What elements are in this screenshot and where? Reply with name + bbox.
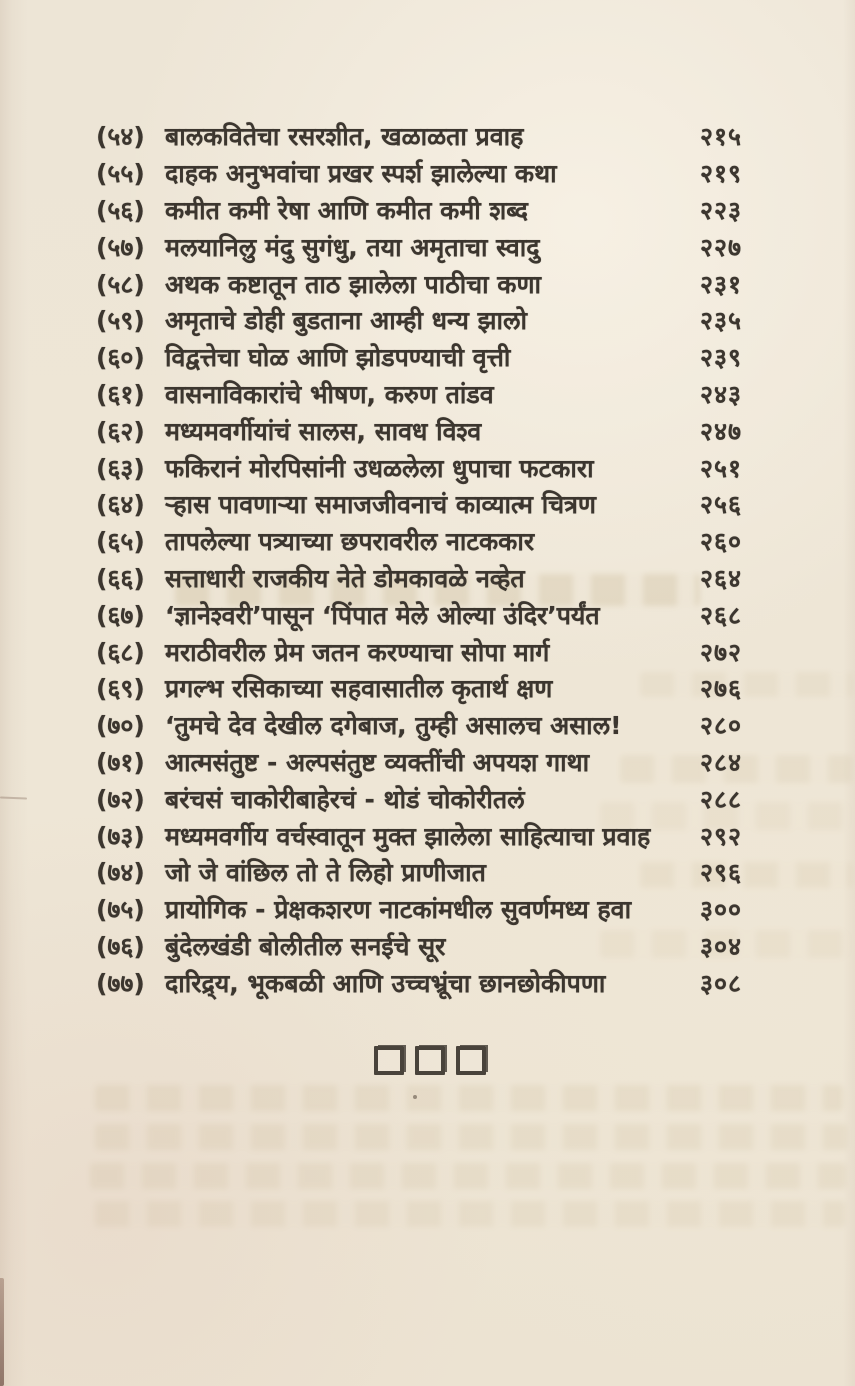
entry-number: (७६) <box>96 931 145 961</box>
entry-page-number: २४७ <box>700 416 743 446</box>
entry-number: (७२) <box>96 784 145 814</box>
entry-page-number: २१५ <box>700 122 743 152</box>
toc-entry <box>96 228 815 265</box>
entry-number: (६८) <box>96 637 145 667</box>
toc-entry <box>96 744 815 781</box>
entry-page-number: २२३ <box>700 195 743 225</box>
entry-number: (६०) <box>96 343 145 373</box>
entry-title: फकिरानं मोरपिसांनी उधळलेला धुपाचा फटकारा <box>165 453 594 483</box>
toc-entry <box>96 412 815 449</box>
toc-entry <box>96 449 815 486</box>
entry-title: दाहक अनुभवांचा प्रखर स्पर्श झालेल्या कथा <box>165 159 557 189</box>
toc-entry <box>96 486 815 523</box>
entry-title: जो जे वांछिल तो ते लिहो प्राणीजात <box>165 858 486 888</box>
bleedthrough-ghost-text <box>95 1085 843 1111</box>
entry-number: (५७) <box>96 232 145 262</box>
entry-number: (५५) <box>96 159 145 189</box>
entry-number: (६१) <box>96 379 145 409</box>
entry-title: बुंदेलखंडी बोलीतील सनईचे सूर <box>165 931 446 961</box>
shadowed-square-icon <box>374 1046 404 1075</box>
entry-number: (६४) <box>96 490 145 520</box>
entry-number: (५८) <box>96 269 145 299</box>
entry-page-number: २१९ <box>700 159 743 189</box>
entry-page-number: २३१ <box>700 269 743 299</box>
entry-title: मराठीवरील प्रेम जतन करण्याचा सोपा मार्ग <box>165 637 550 667</box>
entry-title: बरंचसं चाकोरीबाहेरचं - थोडं चोकोरीतलं <box>165 784 525 814</box>
page-edge-shadow <box>841 0 855 1386</box>
entry-number: (७५) <box>96 895 145 925</box>
page-spine-shadow <box>0 0 30 1386</box>
entry-page-number: २८८ <box>700 784 743 814</box>
entry-title: ‘तुमचे देव देखील दगेबाज, तुम्ही असालच असाल! <box>165 711 622 741</box>
entry-number: (७३) <box>96 821 145 851</box>
shadowed-square-icon <box>415 1046 445 1075</box>
toc-entry <box>96 265 815 302</box>
toc-entry <box>96 560 815 597</box>
toc-entry <box>96 523 815 560</box>
entry-page-number: २९२ <box>700 821 743 851</box>
toc-entry <box>96 707 815 744</box>
entry-title: मलयानिलु मंदु सुगंधु, तया अमृताचा स्वादु <box>165 232 540 262</box>
entry-number: (६३) <box>96 453 145 483</box>
entry-title: अथक कष्टातून ताठ झालेला पाठीचा कणा <box>165 269 542 299</box>
entry-number: (७७) <box>96 968 145 998</box>
toc-entry <box>96 854 815 891</box>
entry-page-number: २२७ <box>700 232 743 262</box>
entry-title: तापलेल्या पत्र्याच्या छपरावरील नाटककार <box>165 527 535 557</box>
entry-page-number: २४३ <box>700 379 743 409</box>
entry-page-number: २३९ <box>700 343 743 373</box>
toc-entry <box>96 817 815 854</box>
entry-page-number: २३५ <box>700 306 743 336</box>
entry-title: ऱ्हास पावणाऱ्या समाजजीवनाचं काव्यात्म चित्रण <box>165 490 596 520</box>
entry-number: (७४) <box>96 858 145 888</box>
end-ornament <box>374 1046 486 1075</box>
toc-entry <box>96 192 815 229</box>
entry-page-number: ३०४ <box>700 931 743 961</box>
entry-number: (६६) <box>96 563 145 593</box>
shadowed-square-icon <box>456 1046 486 1075</box>
entry-title: दारिद्र्य, भूकबळी आणि उच्चभ्रूंचा छानछोकीपणा <box>165 968 606 998</box>
toc-entry <box>96 670 815 707</box>
paper-crease <box>0 796 27 799</box>
entry-page-number: २६४ <box>700 563 743 593</box>
entry-number: (७१) <box>96 747 145 777</box>
entry-number: (७०) <box>96 711 145 741</box>
table-of-contents <box>96 118 815 1001</box>
entry-number: (६५) <box>96 527 145 557</box>
toc-entry <box>96 302 815 339</box>
bleedthrough-ghost-text <box>95 1124 847 1150</box>
entry-title: बालकवितेचा रसरशीत, खळाळता प्रवाह <box>165 122 524 152</box>
toc-entry <box>96 155 815 192</box>
entry-page-number: २७६ <box>700 674 743 704</box>
entry-title: मध्यमवर्गीयांचं सालस, सावध विश्व <box>165 416 482 446</box>
entry-title: वासनाविकारांचे भीषण, करुण तांडव <box>165 379 494 409</box>
toc-entry <box>96 633 815 670</box>
entry-title: प्रायोगिक - प्रेक्षकशरण नाटकांमधील सुवर्णमध्य हवा <box>165 895 632 925</box>
entry-page-number: २६८ <box>700 600 743 630</box>
toc-entry <box>96 780 815 817</box>
entry-title: विद्वत्तेचा घोळ आणि झोडपण्याची वृत्ती <box>165 343 511 373</box>
entry-page-number: २५१ <box>700 453 743 483</box>
entry-number: (६२) <box>96 416 145 446</box>
entry-title: प्रगल्भ रसिकाच्या सहवासातील कृतार्थ क्षण <box>165 674 553 704</box>
entry-title: आत्मसंतुष्ट - अल्पसंतुष्ट व्यक्तींची अपयश गाथा <box>165 747 590 777</box>
toc-entry <box>96 596 815 633</box>
entry-page-number: २५६ <box>700 490 743 520</box>
entry-page-number: ३०० <box>700 895 743 925</box>
toc-entry <box>96 891 815 928</box>
scan-speck <box>413 1095 417 1099</box>
toc-entry <box>96 964 815 1001</box>
entry-page-number: २८४ <box>700 747 743 777</box>
entry-number: (५९) <box>96 306 145 336</box>
entry-page-number: २८० <box>700 711 743 741</box>
entry-page-number: ३०८ <box>700 968 743 998</box>
toc-entry <box>96 376 815 413</box>
entry-page-number: २७२ <box>700 637 743 667</box>
bleedthrough-ghost-text <box>90 1163 846 1189</box>
entry-page-number: २६० <box>700 527 743 557</box>
entry-number: (५६) <box>96 195 145 225</box>
toc-entry <box>96 118 815 155</box>
entry-number: (६७) <box>96 600 145 630</box>
toc-entry <box>96 928 815 965</box>
entry-title: ‘ज्ञानेश्वरी’पासून ‘पिंपात मेले ओल्या उंदिर’पर्यंत <box>165 600 600 630</box>
entry-title: सत्ताधारी राजकीय नेते डोमकावळे नव्हेत <box>165 563 525 593</box>
entry-title: मध्यमवर्गीय वर्चस्वातून मुक्त झालेला साहित्याचा प्रवाह <box>165 821 651 851</box>
toc-entry <box>96 339 815 376</box>
entry-page-number: २९६ <box>700 858 743 888</box>
scan-edge-artifact <box>0 1278 4 1386</box>
entry-title: कमीत कमी रेषा आणि कमीत कमी शब्द <box>165 195 528 225</box>
entry-number: (६९) <box>96 674 145 704</box>
entry-number: (५४) <box>96 122 145 152</box>
entry-title: अमृताचे डोही बुडताना आम्ही धन्य झालो <box>165 306 527 336</box>
bleedthrough-ghost-text <box>95 1201 845 1227</box>
